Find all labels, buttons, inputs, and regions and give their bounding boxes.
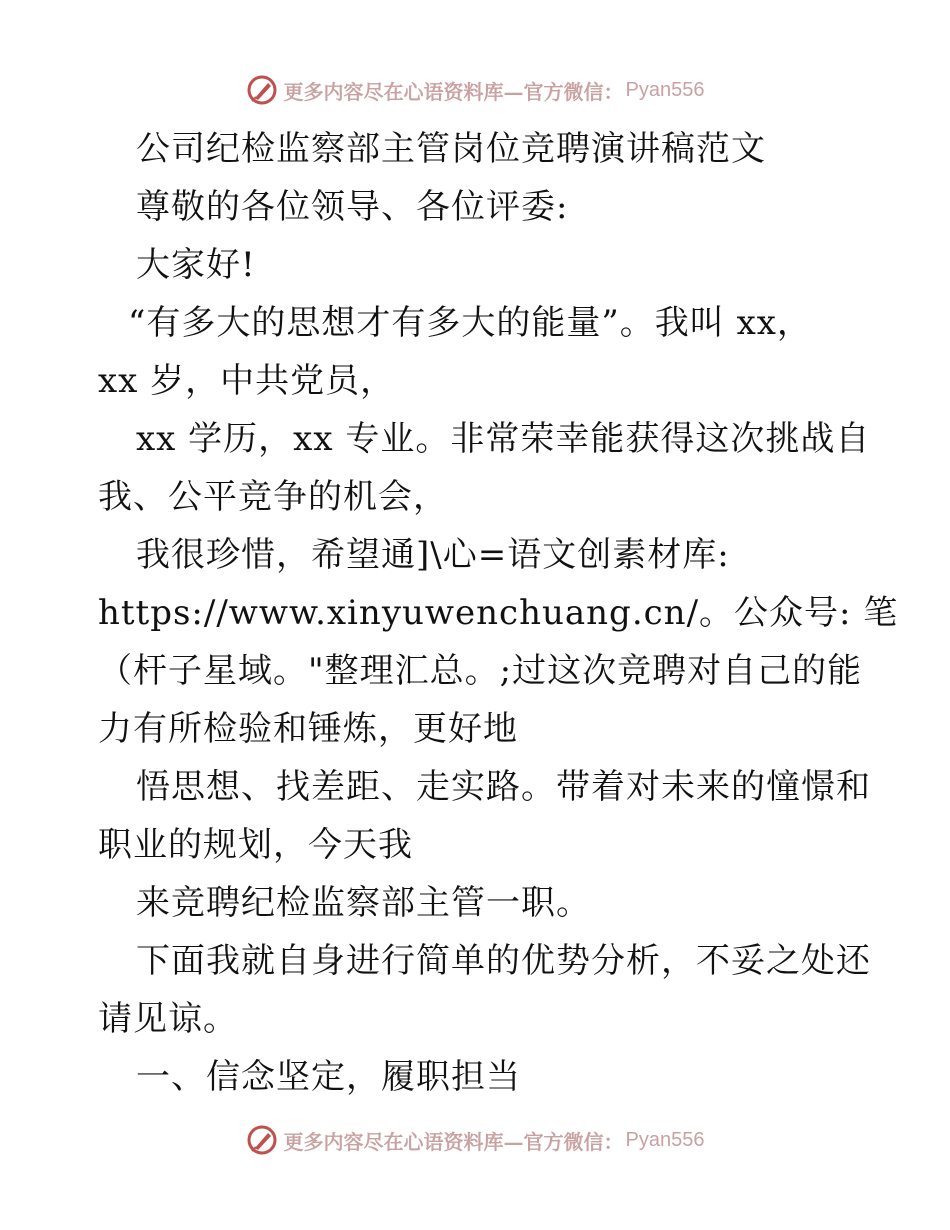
- header-banner-wechat-id: Pyan556: [625, 78, 705, 101]
- document-body: [98, 120, 899, 1106]
- paragraph-line: “有多大的思想才有多大的能量”。我叫 xx，: [128, 303, 812, 343]
- paragraph-line-url: https://www.xinyuwenchuang.cn/。公众号: 笔: [98, 593, 899, 633]
- paragraph-line: xx 学历，xx 专业。非常荣幸能获得这次挑战自: [136, 419, 871, 459]
- paragraph-line: 我很珍惜，希望通]\心=语文创素材库:: [136, 535, 730, 575]
- paragraph-line: 大家好!: [136, 245, 256, 285]
- paragraph-line: 悟思想、找差距、走实路。带着对未来的憧憬和: [136, 767, 871, 807]
- quill-pen-logo-icon: [246, 74, 278, 106]
- document-title: 公司纪检监察部主管岗位竞聘演讲稿范文: [136, 129, 766, 169]
- paragraph-line: 下面我就自身进行简单的优势分析，不妥之处还: [136, 941, 871, 981]
- footer-banner: [0, 1120, 950, 1160]
- section-heading: 一、信念坚定，履职担当: [136, 1057, 521, 1097]
- paragraph-line: 职业的规划，今天我: [98, 825, 413, 865]
- paragraph-line: 尊敬的各位领导、各位评委:: [136, 187, 569, 227]
- paragraph-line: （杆子星域。"整理汇总。;过这次竞聘对自己的能: [98, 651, 863, 691]
- header-banner-text: 更多内容尽在心语资料库—官方微信：: [283, 79, 624, 104]
- paragraph-line: 力有所检验和锤炼，更好地: [98, 709, 518, 749]
- paragraph-line: 请见谅。: [98, 999, 238, 1039]
- quill-pen-logo-icon: [246, 1124, 278, 1156]
- header-banner: [0, 70, 950, 110]
- paragraph-line: xx 岁，中共党员，: [98, 361, 396, 401]
- footer-banner-wechat-id: Pyan556: [625, 1128, 705, 1151]
- footer-banner-text: 更多内容尽在心语资料库—官方微信：: [283, 1129, 624, 1154]
- paragraph-line: 来竞聘纪检监察部主管一职。: [136, 883, 591, 923]
- paragraph-line: 我、公平竞争的机会，: [98, 477, 448, 517]
